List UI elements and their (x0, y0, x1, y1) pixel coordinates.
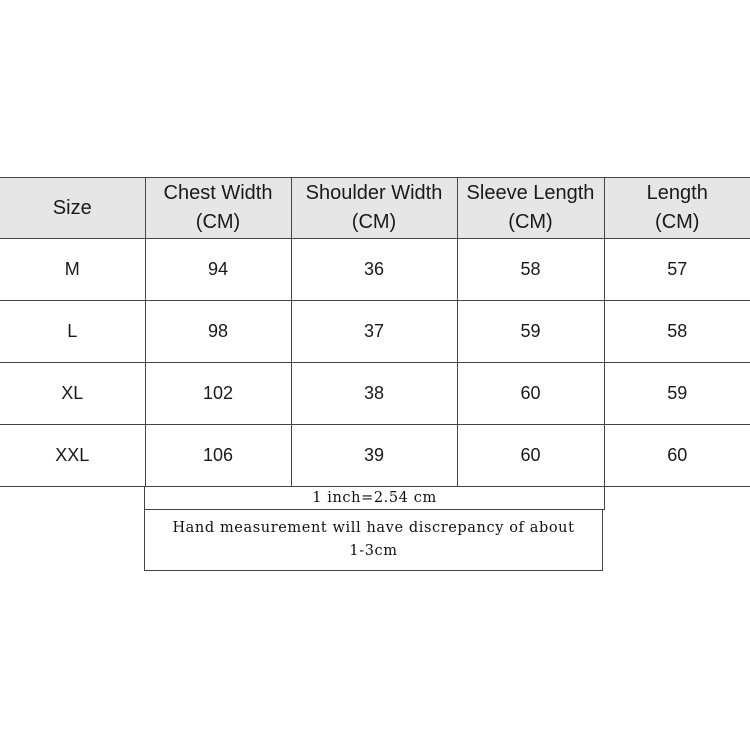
header-row (0, 178, 750, 239)
chest-width-cell: 106 (145, 425, 291, 487)
header-shoulder-width: Shoulder Width (CM) (291, 178, 457, 239)
length-cell: 59 (604, 363, 750, 425)
shoulder-width-cell: 39 (291, 425, 457, 487)
measurement-disclaimer-text: Hand measurement will have discrepancy of about 1-3cm (172, 520, 575, 559)
size-table (0, 177, 750, 487)
header-size: Size (0, 178, 145, 239)
size-cell: L (0, 301, 145, 363)
shoulder-width-cell: 38 (291, 363, 457, 425)
length-cell: 60 (604, 425, 750, 487)
length-cell: 57 (604, 239, 750, 301)
table-row (0, 425, 750, 487)
shoulder-width-cell: 36 (291, 239, 457, 301)
header-chest-width: Chest Width (CM) (145, 178, 291, 239)
size-cell: XL (0, 363, 145, 425)
size-cell: M (0, 239, 145, 301)
size-cell: XXL (0, 425, 145, 487)
measurement-disclaimer (144, 510, 603, 571)
chest-width-cell: 94 (145, 239, 291, 301)
header-sleeve-length: Sleeve Length (CM) (457, 178, 604, 239)
chest-width-cell: 102 (145, 363, 291, 425)
size-chart (0, 177, 750, 559)
length-cell: 58 (604, 301, 750, 363)
sleeve-length-cell: 58 (457, 239, 604, 301)
unit-conversion-note: 1 inch=2.54 cm (144, 487, 605, 510)
sleeve-length-cell: 59 (457, 301, 604, 363)
header-length: Length (CM) (604, 178, 750, 239)
sleeve-length-cell: 60 (457, 363, 604, 425)
sleeve-length-cell: 60 (457, 425, 604, 487)
table-row (0, 363, 750, 425)
table-row (0, 301, 750, 363)
table-row (0, 239, 750, 301)
shoulder-width-cell: 37 (291, 301, 457, 363)
chest-width-cell: 98 (145, 301, 291, 363)
